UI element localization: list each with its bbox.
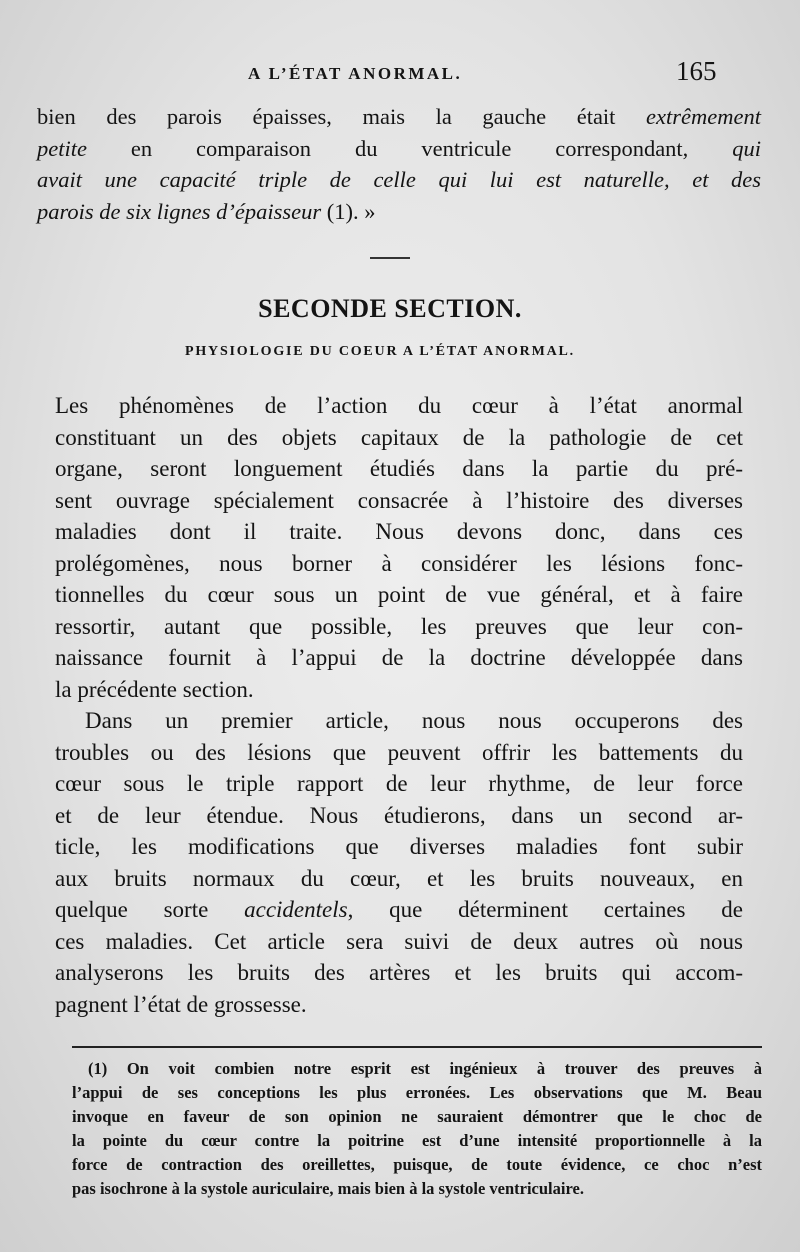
text-line: tionnelles du cœur sous un point de vue général, et à faire <box>55 582 743 607</box>
text-line: ticle, les modifications que diverses maladies font subir <box>55 834 743 859</box>
footnote-line: (1) On voit combien notre esprit est ingénieux à trouver des preuves à <box>88 1059 762 1078</box>
text-line: aux bruits normaux du cœur, et les bruits nouveaux, en <box>55 865 743 891</box>
text-line: petite en comparaison du ventricule correspondant, qui <box>37 135 761 161</box>
footnote-line: la pointe du cœur contre la poitrine est d’une intensité proportionnelle à la <box>72 1131 762 1150</box>
section-subtitle: PHYSIOLOGIE DU COEUR A L’ÉTAT ANORMAL. <box>185 344 575 359</box>
running-head-title: A L’ÉTAT ANORMAL. <box>248 64 463 83</box>
footnote-line: force de contraction des oreillettes, puisque, de toute évidence, ce choc n’est <box>72 1155 762 1174</box>
section-divider <box>370 257 410 259</box>
footnote-line: l’appui de ses conceptions les plus erronées. Les observations que M. Beau <box>72 1083 762 1102</box>
running-head <box>0 56 800 92</box>
text-line: naissance fournit à l’appui de la doctrine développée dans <box>55 645 743 670</box>
text-line: bien des parois épaisses, mais la gauche était extrêmement <box>37 104 761 129</box>
footnote-line: invoque en faveur de son opinion ne sauraient démontrer que le choc de <box>72 1107 762 1126</box>
text-line: pagnent l’état de grossesse. <box>55 991 307 1017</box>
text-line: parois de six lignes d’épaisseur (1). » <box>37 198 376 224</box>
footnote-rule <box>72 1046 762 1048</box>
text-line: Dans un premier article, nous nous occuperons des <box>85 708 743 733</box>
text-line: ces maladies. Cet article sera suivi de deux autres où nous <box>55 928 743 954</box>
section-title: SECONDE SECTION. <box>258 294 522 323</box>
page-number: 165 <box>676 56 717 86</box>
section-body <box>55 390 743 1020</box>
footnote <box>72 1057 762 1201</box>
text-line: quelque sorte accidentels, que déterminent certaines de <box>55 897 743 922</box>
text-line: sent ouvrage spécialement consacrée à l’histoire des diverses <box>55 487 743 513</box>
paragraph-continued <box>37 101 761 227</box>
text-line: constituant un des objets capitaux de la pathologie de cet <box>55 424 743 450</box>
text-line: la précédente section. <box>55 676 254 702</box>
text-line: et de leur étendue. Nous étudierons, dans un second ar- <box>55 802 743 828</box>
text-line: avait une capacité triple de celle qui lui est naturelle, et des <box>37 167 761 192</box>
text-line: Les phénomènes de l’action du cœur à l’état anormal <box>55 393 743 418</box>
text-line: organe, seront longuement étudiés dans la partie du pré- <box>55 456 743 481</box>
text-line: maladies dont il traite. Nous devons donc, dans ces <box>55 519 743 544</box>
text-line: ressortir, autant que possible, les preuves que leur con- <box>55 613 743 639</box>
text-line: prolégomènes, nous borner à considérer les lésions fonc- <box>55 550 743 576</box>
text-line: troubles ou des lésions que peuvent offrir les battements du <box>55 739 743 765</box>
text-line: analyserons les bruits des artères et les bruits qui accom- <box>55 960 743 985</box>
footnote-line: pas isochrone à la systole auriculaire, mais bien à la systole ventriculaire. <box>72 1179 584 1198</box>
text-line: cœur sous le triple rapport de leur rhythme, de leur force <box>55 771 743 796</box>
